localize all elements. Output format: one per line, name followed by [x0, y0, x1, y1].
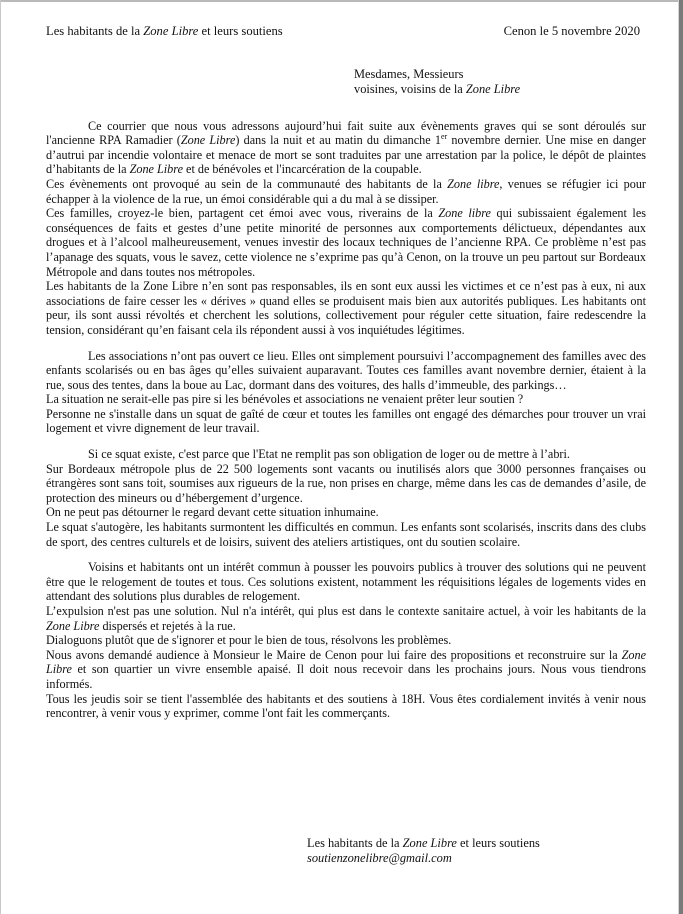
p3-b: qui subissaient également les conséquences de faits et gestes d’une petite minorité de personnes aux comportements délictueux, dépendantes aux drogues et à l’alcool malheureusement, venues investir des locaux techniques de l’ancienne RPA. Ce problème n’est pas l’apanage des squats, vous le savez, cette violence ne s’exprime pas qu’à Cenon, on la trouve un peu partout sur Bordeaux Métropole and dans toutes nos métropoles. — [46, 206, 646, 279]
p2-b: , venues se réfugier ici pour échapper à la violence de la rue, un émoi considérable qui a du mal à se dissiper. — [46, 176, 646, 206]
salutation-line-1: Mesdames, Messieurs — [354, 66, 464, 81]
p1-a: Ce courrier que nous vous adressons aujourd’hui fait suite aux évènements graves qui se sont déroulés sur l'ancienne RPA Ramadier ( — [46, 118, 646, 148]
paragraph-1 — [46, 119, 646, 177]
paragraph-5: Les associations n’ont pas ouvert ce lieu. Elles ont simplement poursuivi l’accompagnement des familles avec des enfants scolarisés ou en bas âges qu’elles suivaient auparavant. Toutes ces familles avant novembre dernier, étaient à la rue, sous des tentes, dans la boue au Lac, dormant dans des voitures, des halls d’immeuble, des parkings… — [46, 348, 646, 392]
paragraph-10: On ne peut pas détourner le regard devant cette situation inhumaine. — [46, 505, 379, 520]
paragraph-gap — [46, 549, 646, 560]
scrollbar-edge[interactable] — [679, 0, 683, 914]
sender-em: Zone Libre — [143, 24, 199, 38]
sender-prefix: Les habitants de la — [46, 24, 144, 38]
sender-suffix: et leurs soutiens — [198, 24, 283, 38]
letter-header — [46, 24, 640, 39]
paragraph-11: Le squat s'autogère, les habitants surmontent les difficultés en commun. Les enfants sont scolarisés, inscrits dans des clubs de sport, des centres culturels et de loisirs, suivent des ateliers artistiques, ont du soutien scolaire. — [46, 520, 646, 549]
p15-em: Zone Libre — [46, 647, 646, 677]
paragraph-14: Dialoguons plutôt que de s'ignorer et pour le bien de tous, résolvons les problèmes. — [46, 633, 452, 648]
p3-em: Zone libre — [438, 206, 491, 221]
p1-sup: er — [440, 132, 448, 142]
paragraph-3 — [46, 206, 646, 279]
paragraph-gap — [46, 436, 646, 447]
signature-line — [307, 836, 540, 851]
window-left-border — [0, 0, 1, 914]
paragraph-4: Les habitants de la Zone Libre n’en sont pas responsables, ils en sont eux aussi les victimes et ce n’est pas à eux, ni aux associations de faire cesser les « dérives » quand elles se produisent mais bien aux autorités publiques. Les habitants ont peur, ils sont aussi révoltés et cherchent les solutions, collectivement pour réguler cette situation, faire redescendre la tension, considérant qu’en faisant cela ils répondent aussi à vos inquiétudes légitimes. — [46, 279, 646, 337]
salutation-line-2-prefix: voisines, voisins de la — [354, 81, 466, 96]
p1-em: Zone Libre — [180, 133, 236, 148]
signature-suffix: et leurs soutiens — [456, 836, 540, 850]
window-top-border — [0, 0, 683, 2]
signature-email[interactable]: soutienzonelibre@gmail.com — [307, 851, 452, 865]
signature-prefix: Les habitants de la — [307, 836, 403, 850]
p1-b: ) dans la nuit et au matin du dimanche 1 — [235, 133, 441, 148]
p13-em: Zone Libre — [46, 618, 100, 633]
p13-a: L’expulsion n'est pas une solution. Nul n'a intérêt, qui plus est dans le contexte sanitaire actuel, à voir les habitants de la — [46, 604, 646, 618]
paragraph-gap — [46, 338, 646, 349]
sender-line — [46, 24, 283, 39]
p1-em2: Zone Libre — [129, 162, 183, 177]
salutation — [354, 67, 646, 97]
salutation-line-2-em: Zone Libre — [465, 81, 521, 96]
p2-a: Ces évènements ont provoqué au sein de la communauté des habitants de la — [46, 176, 448, 191]
signature-em: Zone Libre — [402, 836, 457, 850]
paragraph-15 — [46, 648, 646, 692]
letter-page — [46, 24, 646, 721]
p3-a: Ces familles, croyez-le bien, partagent cet émoi avec vous, riverains de la — [46, 206, 439, 221]
signature-block — [307, 836, 540, 866]
paragraph-2 — [46, 177, 646, 206]
paragraph-7: Personne ne s'installe dans un squat de gaîté de cœur et toutes les familles ont engagé des démarches pour trouver un vrai logement et vivre dignement de leur travail. — [46, 406, 646, 436]
salutation-line-2 — [354, 82, 646, 97]
paragraph-16: Tous les jeudis soir se tient l'assemblée des habitants et des soutiens à 18H. Vous êtes cordialement invités à venir nous rencontrer, à venir vous y exprimer, comme l'ont fait les commerçants. — [46, 691, 646, 721]
p1-d: et de bénévoles et l'incarcération de la coupable. — [182, 162, 422, 177]
paragraph-13 — [46, 604, 646, 633]
letter-body — [46, 119, 646, 721]
paragraph-6: La situation ne serait-elle pas pire si les bénévoles et associations ne venaient prêter leur soutien ? — [46, 392, 524, 407]
place-date: Cenon le 5 novembre 2020 — [503, 24, 640, 38]
paragraph-9: Sur Bordeaux métropole plus de 22 500 logements sont vacants ou inutilisés alors que 3000 personnes françaises ou étrangères sont sans toit, soumises aux rigueurs de la rue, non prises en charge, même dans les cas de demandes d’asile, de protection des mineurs ou d’hébergement d’urgence. — [46, 461, 646, 505]
paragraph-8: Si ce squat existe, c'est parce que l'Etat ne remplit pas son obligation de loger ou de mettre à l’abri. — [88, 447, 570, 462]
scrollbar-edge-inner — [678, 0, 679, 914]
p15-a: Nous avons demandé audience à Monsieur le Maire de Cenon pour lui faire des propositions et reconstruire sur la — [46, 647, 622, 662]
paragraph-12: Voisins et habitants ont un intérêt commun à pousser les pouvoirs publics à trouver des solutions qui ne peuvent être que le relogement de toutes et tous. Ces solutions existent, notamment les réquisitions légales de logements vides en attendant des solutions plus durables de relogement. — [46, 560, 646, 604]
p15-b: et son quartier un vivre ensemble apaisé. Il doit nous recevoir dans les prochains jours. Nous vous tiendrons informés. — [46, 662, 646, 691]
p1-c: novembre dernier. Une mise en danger d’autrui par incendie volontaire et menace de mort se sont traduites par une arrestation par la police, le dépôt de plaintes d’habitants de la — [46, 133, 646, 177]
p2-em: Zone libre — [447, 176, 500, 191]
p13-b: dispersés et rejetés à la rue. — [99, 618, 236, 633]
